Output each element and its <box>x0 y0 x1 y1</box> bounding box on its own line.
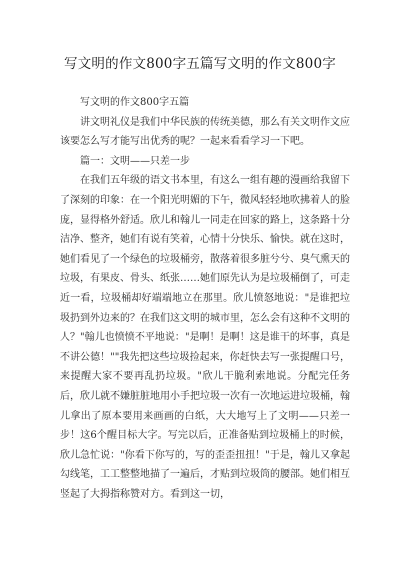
document-title: 写文明的作文800字五篇写文明的作文800字 <box>64 56 336 72</box>
essay-heading: 篇一：文明——只差一步 <box>80 155 190 167</box>
document-body <box>60 93 350 504</box>
intro-paragraph: 讲文明礼仪是我们中华民族的传统美德，那么有关文明作文应该要怎么写才能写出优秀的呢？一起来看看学习一下吧。 <box>60 116 350 148</box>
essay-paragraph: 在我们五年级的语文书本里，有这么一组有趣的漫画给我留下了深刻的印象：在一个阳光明媚的下午，微风轻轻地吹拂着人的脸庞，显得格外舒适。欣儿和翰儿一同走在回家的路上，这条路十分洁净、整齐，她们有说有笑着，心情十分快乐、愉快。就在这时，她们看见了一个绿色的垃圾桶旁，散落着很多脏兮兮、臭气熏天的垃圾，有果皮、骨头、纸张……她们原先认为是垃圾桶倒了，可走近一看，垃圾桶却好端端地立在那里。欣儿愤怒地说："是谁把垃圾扔到外边来的？在我们这文明的城市里，怎么会有这种不文明的人？"翰儿也愤愤不平地说："是啊！是啊！这是谁干的坏事，真是不讲公德！""我先把这些垃圾捡起来，你赶快去写一张提醒口号，来提醒大家不要再乱扔垃圾。"欣儿干脆利索地说。分配完任务后，欣儿就不嫌脏脏地用小手把垃圾一次有一次地运进垃圾桶，翰儿拿出了原本要用来画画的白纸，大大地写上了文明——只差一步！这6个醒目标大字。写完以后，正准备贴到垃圾桶上的时候，欣儿急忙说："你看下你写的，写的歪歪扭扭！"于是，翰儿又拿起勾线笔，工工整整地描了一遍后，才贴到垃圾筒的腰部。她们相互竖起了大拇指称赞对方。看到这一切， <box>60 175 350 500</box>
section-heading: 写文明的作文800字五篇 <box>80 97 190 108</box>
